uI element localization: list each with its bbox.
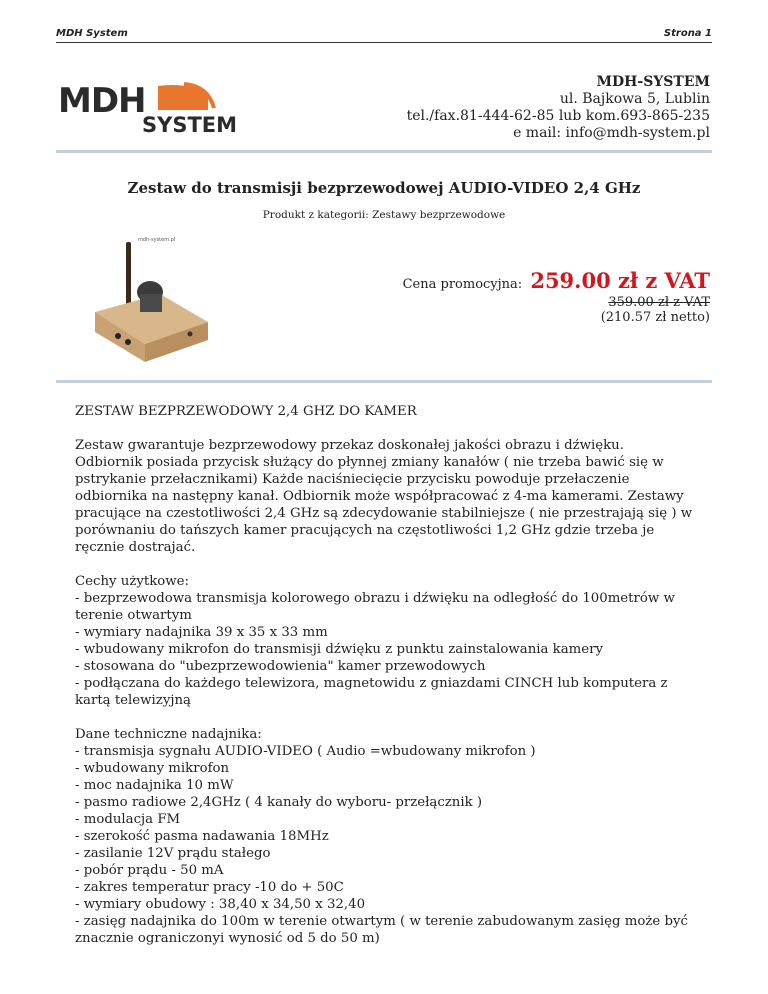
company-info: [407, 74, 710, 142]
specs-section: [75, 726, 693, 947]
description-intro: Zestaw gwarantuje bezprzewodowy przekaz doskonałej jakości obrazu i dźwięku. Odbiornik posiada przycisk służący do płynnej zmiany kanałów ( nie trzeba bawić się w pstrykanie przełacznikami) Każde naciśniecięcie przycisku powoduje przełaczenie odbiornika na następny kanał. Odbiornik może współpracować z 4-ma kamerami. Zestawy pracujące na czestotliwości 2,4 GHz są zdecydowanie stabilniejsze ( nie przestrajają się ) w porównaniu do tańszych kamer pracujących na częstotliwości 1,2 GHz gdzie trzeba je ręcznie dostrajać.: [75, 438, 693, 555]
spec-item: - zasięg nadajnika do 100m w terenie otwartym ( w terenie zabudowanym zasięg może być znacznie ograniczonyi wynosić od 5 do 50 m): [75, 914, 688, 946]
content-divider: [56, 380, 712, 383]
company-email: e mail: info@mdh-system.pl: [513, 125, 710, 141]
product-description: [75, 403, 693, 964]
header-divider: [56, 150, 712, 153]
feature-item: - wbudowany mikrofon do transmisji dźwięku z punktu zainstalowania kamery: [75, 642, 603, 657]
product-title: Zestaw do transmisji bezprzewodowej AUDIO-VIDEO 2,4 GHz: [127, 179, 641, 197]
header-page-number: Strona 1: [663, 28, 712, 39]
features-section: [75, 573, 693, 709]
net-price: (210.57 zł netto): [600, 310, 710, 325]
spec-item: - pasmo radiowe 2,4GHz ( 4 kanały do wyboru- przełącznik ): [75, 795, 483, 810]
header-site-name: MDH System: [56, 28, 128, 39]
spec-item: - zakres temperatur pracy -10 do + 50C: [75, 880, 344, 895]
price-label: Cena promocyjna:: [402, 277, 523, 292]
feature-item: - podłączana do każdego telewizora, magnetowidu z gniazdami CINCH lub komputera z kartą telewizyjną: [75, 676, 668, 708]
spec-item: - pobór prądu - 50 mA: [75, 863, 224, 878]
svg-text:SYSTEM: SYSTEM: [142, 113, 238, 136]
feature-item: - stosowana do "ubezprzewodowienia" kamer przewodowych: [75, 659, 486, 674]
product-category: Produkt z kategorii: Zestawy bezprzewodowe: [262, 209, 506, 221]
feature-item: - wymiary nadajnika 39 x 35 x 33 mm: [75, 625, 328, 640]
product-photo: [90, 232, 210, 362]
image-caption: mdh-system.pl: [138, 237, 176, 243]
spec-item: - transmisja sygnału AUDIO-VIDEO ( Audio =wbudowany mikrofon ): [75, 744, 536, 759]
spec-item: - wbudowany mikrofon: [75, 761, 230, 776]
spec-item: - modulacja FM: [75, 812, 181, 827]
feature-item: - bezprzewodowa transmisja kolorowego obrazu i dźwięku na odległość do 100metrów w terenie otwartym: [75, 591, 675, 623]
features-title: Cechy użytkowe:: [75, 574, 190, 589]
spec-item: - szerokość pasma nadawania 18MHz: [75, 829, 329, 844]
page-header: [56, 28, 712, 43]
company-phone: tel./fax.81-444-62-85 lub kom.693-865-235: [406, 108, 710, 124]
spec-item: - moc nadajnika 10 mW: [75, 778, 234, 793]
spec-item: - wymiary obudowy : 38,40 x 34,50 x 32,40: [75, 897, 366, 912]
description-heading: ZESTAW BEZPRZEWODOWY 2,4 GHZ DO KAMER: [75, 404, 417, 419]
company-address: ul. Bajkowa 5, Lublin: [559, 91, 710, 107]
specs-title: Dane techniczne nadajnika:: [75, 727, 262, 742]
mdh-system-logo: [58, 80, 268, 136]
promo-price: 259.00 zł z VAT: [530, 268, 710, 293]
price-block: [403, 268, 710, 325]
company-name: MDH-SYSTEM: [596, 74, 710, 90]
old-price: 359.00 zł z VAT: [608, 295, 710, 310]
spec-item: - zasilanie 12V prądu stałego: [75, 846, 271, 861]
svg-text:MDH: MDH: [58, 81, 146, 121]
